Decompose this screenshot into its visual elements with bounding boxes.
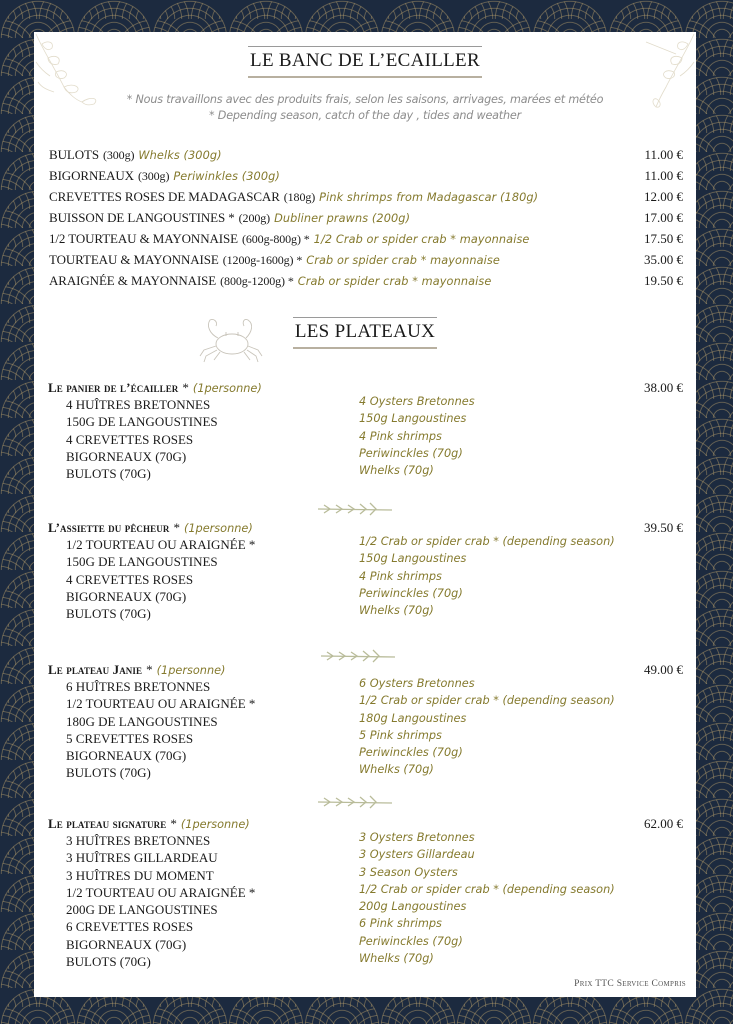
plateau-panier <box>48 379 683 482</box>
banc-item: ARAIGNÉE & MAYONNAISE (800g-1200g) * Crab or spider crab * mayonnaise 19.50 € <box>49 270 683 291</box>
plateau-contents-en: 1/2 Crab or spider crab * (depending season) 150g Langoustines 4 Pink shrimps Periwinckles (70g) Whelks (70g) <box>359 535 615 618</box>
olive-sprig-icon <box>316 794 396 810</box>
plateau-signature <box>48 815 683 970</box>
item-price: 17.00 € <box>644 210 683 225</box>
note-fr: * Nous travaillons avec des produits frais, selon les saisons, arrivages, marées et météo <box>126 93 604 106</box>
plateau-contents-fr: 4 HUÎTRES BRETONNES 150G DE LANGOUSTINES 4 CREVETTES ROSES BIGORNEAUX (70G) BULOTS (70G) <box>66 397 218 482</box>
olive-sprig-icon <box>316 501 396 517</box>
item-price: 17.50 € <box>644 231 683 246</box>
item-price: 12.00 € <box>644 189 683 204</box>
banc-item: 1/2 TOURTEAU & MAYONNAISE (600g-800g) * 1/2 Crab or spider crab * mayonnaise 17.50 € <box>49 228 683 249</box>
item-price: 35.00 € <box>644 252 683 267</box>
item-price: 11.00 € <box>644 168 683 183</box>
plateau-price: 39.50 € <box>644 520 683 535</box>
banc-item: BULOTS (300g) Whelks (300g) 11.00 € <box>49 144 683 165</box>
plateau-contents-fr: 3 HUÎTRES BRETONNES 3 HUÎTRES GILLARDEAU 3 HUÎTRES DU MOMENT 1/2 TOURTEAU OU ARAIGNÉE * 200G DE LANGOUSTINES 6 CREVETTES ROSES BIGORNEAUX (70G) BULOTS (70G) <box>66 833 256 970</box>
note-en: * Depending season, catch of the day , tides and weather <box>209 109 521 122</box>
plateau-contents-en: 3 Oysters Bretonnes 3 Oysters Gillardeau 3 Season Oysters 1/2 Crab or spider crab * (depending season) 200g Langoustines 6 Pink shrimps Periwinckles (70g) Whelks (70g) <box>359 831 615 966</box>
plateau-price: 62.00 € <box>644 816 683 831</box>
freshness-notes <box>34 92 696 124</box>
plateau-contents-en: 4 Oysters Bretonnes 150g Langoustines 4 Pink shrimps Periwinckles (70g) Whelks (70g) <box>359 395 475 478</box>
plateau-contents-fr: 1/2 TOURTEAU OU ARAIGNÉE * 150G DE LANGOUSTINES 4 CREVETTES ROSES BIGORNEAUX (70G) BULOTS (70G) <box>66 537 256 622</box>
banc-item: BIGORNEAUX (300g) Periwinkles (300g) 11.00 € <box>49 165 683 186</box>
item-price: 19.50 € <box>644 273 683 288</box>
plateau-price: 49.00 € <box>644 662 683 677</box>
plateau-janie <box>48 661 683 781</box>
banc-item: BUISSON DE LANGOUSTINES * (200g) Dubliner prawns (200g) 17.00 € <box>49 207 683 228</box>
plateau-contents-en: 6 Oysters Bretonnes 1/2 Crab or spider crab * (depending season) 180g Langoustines 5 Pink shrimps Periwinckles (70g) Whelks (70g) <box>359 677 615 777</box>
plateau-assiette <box>48 519 683 622</box>
banc-title: LE BANC DE L’ECAILLER <box>34 46 696 78</box>
price-footnote: Prix TTC Service Compris <box>574 979 686 989</box>
plateau-price: 38.00 € <box>644 380 683 395</box>
banc-item: CREVETTES ROSES DE MADAGASCAR (180g) Pink shrimps from Madagascar (180g) 12.00 € <box>49 186 683 207</box>
plateau-header: Le plateau Janie * (1personne) 49.00 € <box>48 662 683 677</box>
banc-item: TOURTEAU & MAYONNAISE (1200g-1600g) * Crab or spider crab * mayonnaise 35.00 € <box>49 249 683 270</box>
plateaux-title: LES PLATEAUX <box>34 317 696 349</box>
menu-panel <box>34 32 696 997</box>
plateau-contents-fr: 6 HUÎTRES BRETONNES 1/2 TOURTEAU OU ARAIGNÉE * 180G DE LANGOUSTINES 5 CREVETTES ROSES BIGORNEAUX (70G) BULOTS (70G) <box>66 679 256 781</box>
plateau-header: Le panier de l’écailler * (1personne) 38.00 € <box>48 380 683 395</box>
item-price: 11.00 € <box>644 147 683 162</box>
banc-list <box>49 144 683 291</box>
plateau-header: Le plateau signature * (1personne) 62.00 € <box>48 816 683 831</box>
plateau-header: L’assiette du pêcheur * (1personne) 39.50 € <box>48 520 683 535</box>
